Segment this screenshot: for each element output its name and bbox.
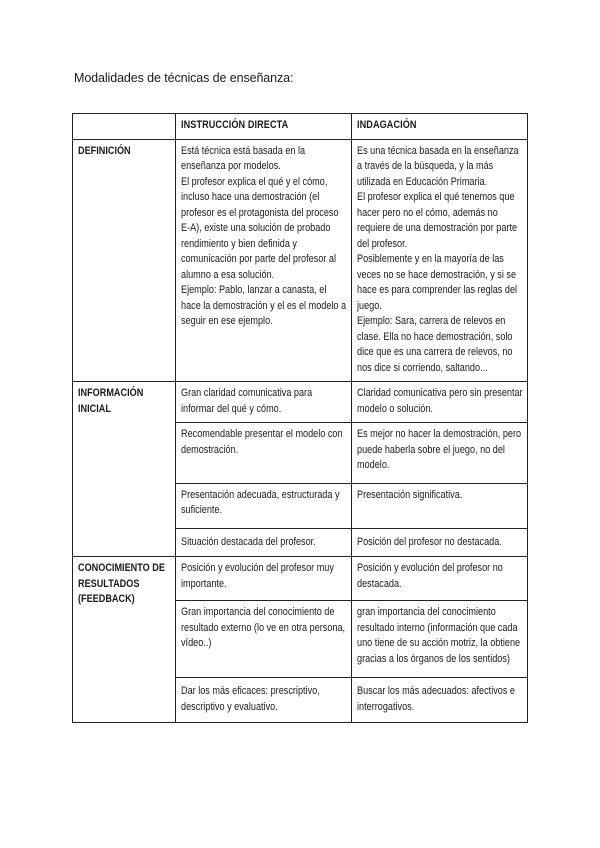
table-cell: Situación destacada del profesor. bbox=[176, 528, 352, 557]
table-cell: Presentación significativa. bbox=[352, 483, 528, 528]
header-indagacion: INDAGACIÓN bbox=[352, 114, 528, 140]
table-header-row bbox=[73, 114, 528, 140]
table-cell: Buscar los más adecuados: afectivos e interrogativos. bbox=[352, 678, 528, 723]
table-cell: gran importancia del conocimiento resultado interno (información que cada uno tiene de su acción motriz, la obtiene gracias a los órganos de los sentidos) bbox=[352, 601, 528, 678]
page-title: Modalidades de técnicas de enseñanza: bbox=[74, 71, 294, 85]
definicion-indagacion-cell bbox=[352, 139, 528, 382]
table-cell: Gran claridad comunicativa para informar del qué y cómo. bbox=[176, 382, 352, 423]
definicion-directa-p1: Está técnica está basada en la enseñanza por modelos. bbox=[181, 144, 306, 172]
table-cell: Posición y evolución del profesor muy importante. bbox=[176, 557, 352, 601]
definicion-directa-p3: Ejemplo: Pablo, lanzar a canasta, el hace la demostración y el es el modelo a seguir en ese ejemplo. bbox=[181, 284, 347, 327]
table-cell: Es mejor no hacer la demostración, pero puede haberla sobre el juego, no del modelo. bbox=[352, 423, 528, 484]
techniques-table bbox=[72, 113, 528, 723]
definicion-indagacion-p1: Es una técnica basada en la enseñanza a través de la búsqueda, y la más utilizada en Educación Primaria. bbox=[357, 144, 519, 188]
table-row-definicion bbox=[73, 139, 528, 382]
row-label-informacion-inicial: INFORMACIÓN INICIAL bbox=[73, 382, 176, 557]
table-cell: Posición y evolución del profesor no destacada. bbox=[352, 557, 528, 601]
definicion-indagacion-p4: Ejemplo: Sara, carrera de relevos en clase. Ella no hace demostración, solo dice que es una carrera de relevos, no nos dice si corriendo, saltando... bbox=[357, 315, 513, 374]
header-empty-cell bbox=[73, 114, 176, 140]
row-label-definicion: DEFINICIÓN bbox=[73, 139, 176, 382]
table-cell: Recomendable presentar el modelo con demostración. bbox=[176, 423, 352, 484]
table-cell: Dar los más eficaces: prescriptivo, descriptivo y evaluativo. bbox=[176, 678, 352, 723]
definicion-directa-cell bbox=[176, 139, 352, 382]
definicion-indagacion-p2: El profesor explica el qué tenemos que hacer pero no el cómo, además no requiere de una demostración por parte del profesor. bbox=[357, 191, 518, 250]
row-label-conocimiento-resultados: CONOCIMIENTO DE RESULTADOS (FEEDBACK) bbox=[73, 557, 176, 723]
header-instruccion-directa: INSTRUCCIÓN DIRECTA bbox=[176, 114, 352, 140]
table-row bbox=[73, 382, 528, 423]
table-cell: Gran importancia del conocimiento de resultado externo (lo ve en otra persona, vídeo..) bbox=[176, 601, 352, 678]
table-cell: Posición del profesor no destacada. bbox=[352, 528, 528, 557]
definicion-indagacion-p3: Posiblemente y en la mayoría de las veces no se hace demostración, y si se hace es para comprender las reglas del juego. bbox=[357, 253, 518, 312]
table-row bbox=[73, 557, 528, 601]
table-cell: Presentación adecuada, estructurada y suficiente. bbox=[176, 483, 352, 528]
table-cell: Claridad comunicativa pero sin presentar modelo o solución. bbox=[352, 382, 528, 423]
definicion-directa-p2: El profesor explica el qué y el cómo, incluso hace una demostración (el profesor es el protagonista del proceso E-A), existe una solución de probado rendimiento y bien definida y comunicación por parte del profesor al alumno a esa solución. bbox=[181, 175, 339, 281]
